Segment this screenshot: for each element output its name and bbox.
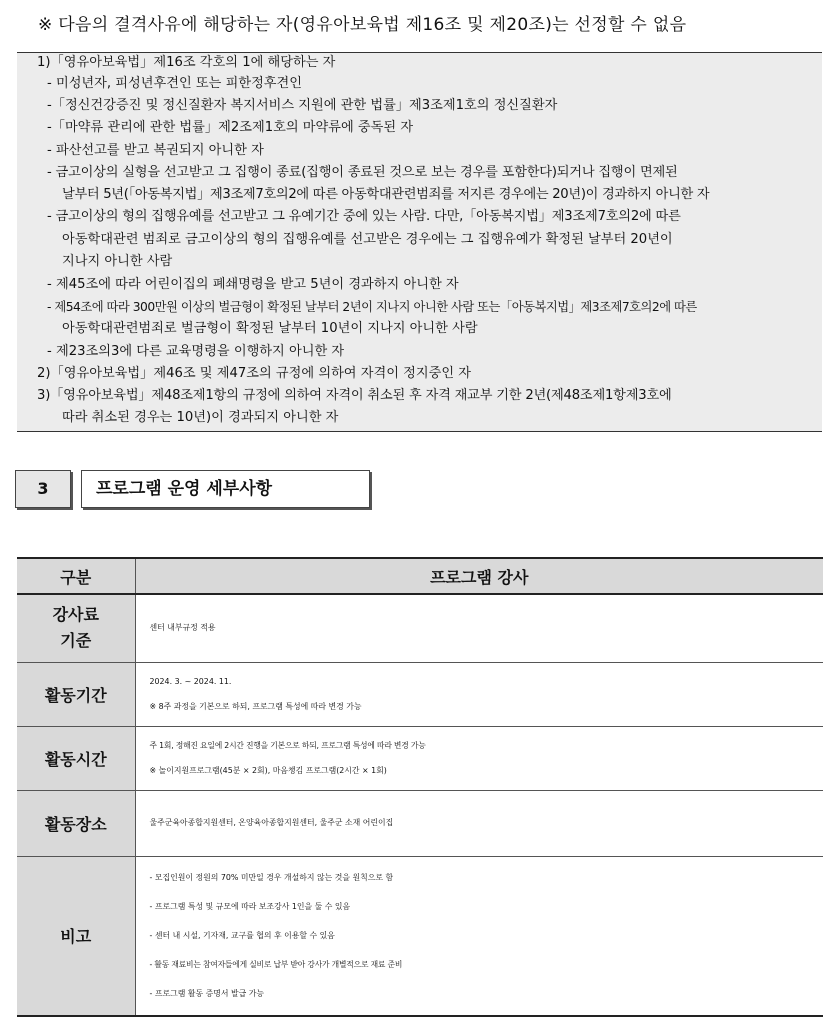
remark-item: - 모집인원이 정원의 70% 미만일 경우 개설하지 않는 것을 원칙으로 함 (149, 873, 394, 883)
disqualification-line: - 금고이상의 실형을 선고받고 그 집행이 종료(집행이 종료된 것으로 보는 경우를 포함한다)되거나 집행이 면제된 (47, 165, 678, 180)
row-value-place (135, 790, 823, 856)
disqualification-line: 아동학대관련 범죄로 금고이상의 형의 집행유예를 선고받은 경우에는 그 집행유예가 확정된 날부터 20년이 (62, 232, 673, 247)
disqualification-line: - 금고이상의 형의 집행유예를 선고받고 그 유예기간 중에 있는 사람. 다만,「아동복지법」제3조제7호의2에 따른 (47, 209, 681, 224)
fee-label-line2: 기준 (60, 631, 92, 651)
fee-label-line1: 강사료 (52, 605, 99, 625)
row-label-place: 활동장소 (17, 790, 135, 856)
disqualification-line: - 제23조의3에 다른 교육명령을 이행하지 아니한 자 (47, 344, 345, 359)
disqualification-line: 아동학대관련범죄로 벌금형이 확정된 날부터 10년이 지나지 아니한 사람 (62, 321, 478, 336)
section-number: 3 (15, 470, 71, 508)
remark-item: - 활동 재료비는 참여자들에게 실비로 납부 받아 강사가 개별적으로 재료 준비 (149, 960, 403, 970)
row-value-remarks (135, 856, 823, 1016)
table-row (17, 790, 823, 856)
place-value: 울주군육아종합지원센터, 온양육아종합지원센터, 울주군 소재 어린이집 (149, 818, 394, 827)
row-value-time (135, 726, 823, 790)
disqualification-line: -「정신건강증진 및 정신질환자 복지서비스 지원에 관한 법률」제3조제1호의 정신질환자 (47, 98, 558, 113)
remark-item: - 프로그램 특성 및 규모에 따라 보조강사 1인을 둘 수 있음 (149, 902, 351, 912)
header-instructor: 프로그램 강사 (135, 558, 823, 594)
time-value: 주 1회, 정해진 요일에 2시간 진행을 기본으로 하되, 프로그램 특성에 따라 변경 가능 (149, 741, 426, 750)
disqualification-line: - 파산선고를 받고 복권되지 아니한 자 (47, 143, 264, 158)
remark-item: - 센터 내 시설, 기자재, 교구를 협의 후 이용할 수 있음 (149, 931, 335, 941)
row-label-remarks: 비고 (17, 856, 135, 1016)
table-header-row (17, 558, 823, 594)
row-label-period: 활동기간 (17, 662, 135, 726)
table-row (17, 662, 823, 726)
disqualification-line: 날부터 5년(「아동복지법」제3조제7호의2에 따른 아동학대관련범죄를 저지른 경우에는 20년)이 경과하지 아니한 자 (62, 187, 710, 202)
disqualification-line: - 미성년자, 피성년후견인 또는 피한정후견인 (47, 76, 303, 91)
disqualification-notice: ※ 다음의 결격사유에 해당하는 자(영유아보육법 제16조 및 제20조)는 선정할 수 없음 (38, 15, 687, 35)
period-value: 2024. 3. ~ 2024. 11. (149, 677, 232, 686)
fee-value: 센터 내부규정 적용 (149, 623, 216, 633)
disqualification-line: 3)「영유아보육법」제48조제1항의 규정에 의하여 자격이 취소된 후 자격 재교부 기한 2년(제48조제1항제3호에 (37, 388, 672, 403)
disqualification-line: -「마약류 관리에 관한 법률」제2조제1호의 마약류에 중독된 자 (47, 120, 414, 135)
row-label-fee (17, 594, 135, 662)
table-row (17, 726, 823, 790)
row-value-fee (135, 594, 823, 662)
row-label-time: 활동시간 (17, 726, 135, 790)
disqualification-line: 지나지 아니한 사람 (62, 254, 173, 269)
disqualification-line: 1)「영유아보육법」제16조 각호의 1에 해당하는 자 (37, 55, 336, 70)
section-title: 프로그램 운영 세부사항 (81, 470, 370, 508)
program-details-table (17, 557, 823, 1017)
header-category: 구분 (17, 558, 135, 594)
time-note: ※ 놀이지원프로그램(45분 × 2회), 마음챙김 프로그램(2시간 × 1회) (149, 766, 387, 775)
disqualification-line: 따라 취소된 경우는 10년)이 경과되지 아니한 자 (62, 410, 339, 425)
row-value-period (135, 662, 823, 726)
period-note: ※ 8주 과정을 기본으로 하되, 프로그램 특성에 따라 변경 가능 (149, 702, 362, 711)
table-row (17, 856, 823, 1016)
table-row (17, 594, 823, 662)
remark-item: - 프로그램 활동 증명서 발급 가능 (149, 989, 264, 999)
disqualification-line: 2)「영유아보육법」제46조 및 제47조의 규정에 의하여 자격이 정지중인 자 (37, 366, 472, 381)
disqualification-box (17, 52, 822, 432)
disqualification-line: - 제54조에 따라 300만원 이상의 벌금형이 확정된 날부터 2년이 지나지 아니한 사람 또는「아동복지법」제3조제7호의2에 따른 (47, 300, 697, 314)
disqualification-line: - 제45조에 따라 어린이집의 폐쇄명령을 받고 5년이 경과하지 아니한 자 (47, 277, 459, 292)
